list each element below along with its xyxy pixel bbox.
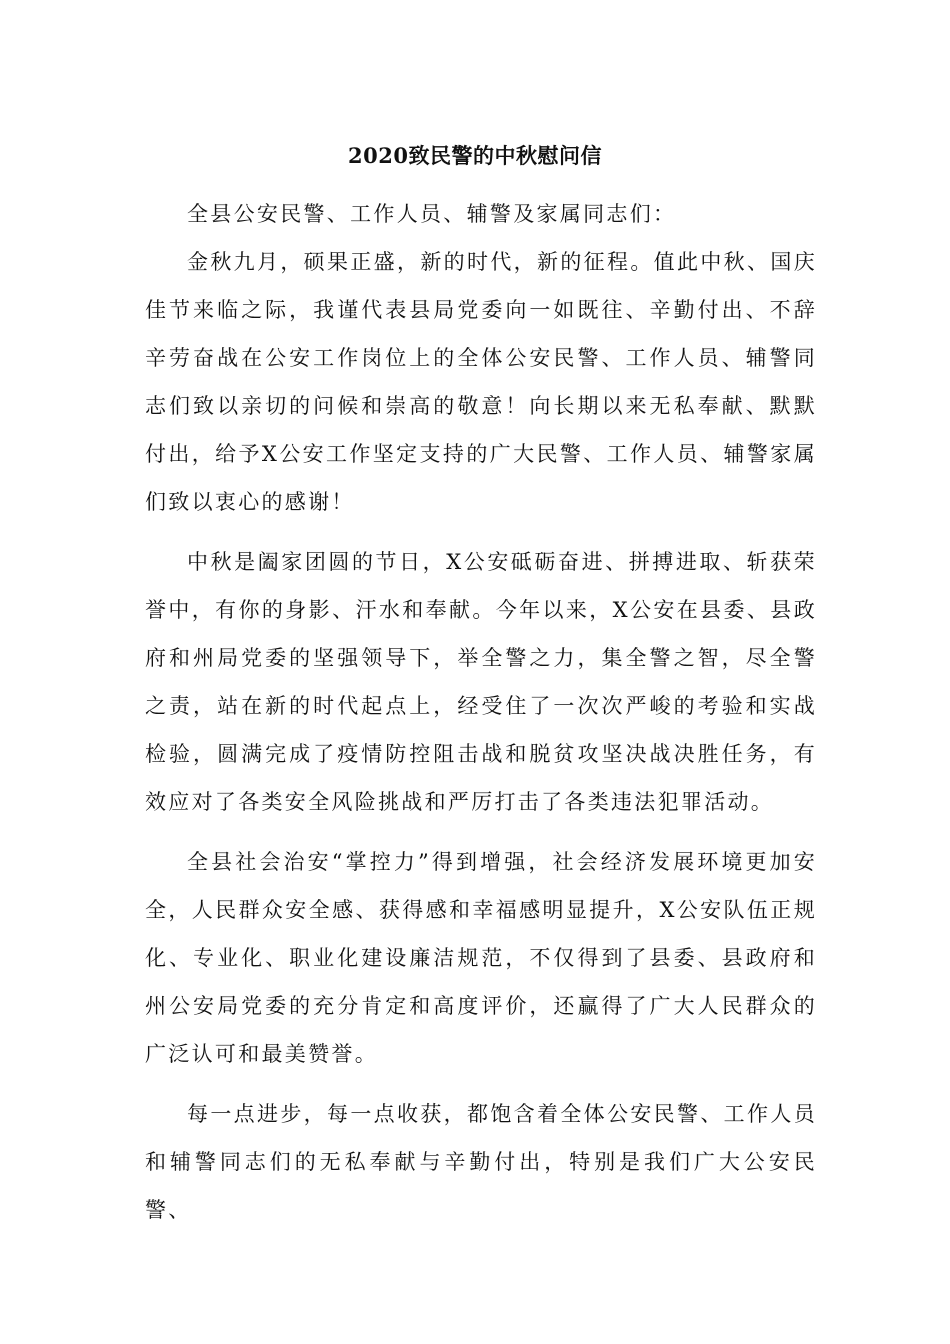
paragraph-4: 每一点进步，每一点收获，都饱含着全体公安民警、工作人员和辅警同志们的无私奉献与辛勤付出，特别是我们广大公安民警、 — [145, 1102, 817, 1222]
greeting-line: 全县公安民警、工作人员、辅警及家属同志们： — [187, 202, 677, 226]
paragraph-3: 全县社会治安“掌控力”得到增强，社会经济发展环境更加安全，人民群众安全感、获得感和幸福感明显提升，X公安队伍正规化、专业化、职业化建设廉洁规范，不仅得到了县委、县政府和州公安局党委的充分肯定和高度评价，还赢得了广大人民群众的广泛认可和最美赞誉。 — [145, 850, 817, 1066]
document-body — [145, 190, 817, 1234]
paragraph-2: 中秋是阖家团圆的节日，X公安砥砺奋进、拼搏进取、斩获荣誉中，有你的身影、汗水和奉献。今年以来，X公安在县委、县政府和州局党委的坚强领导下，举全警之力，集全警之智，尽全警之责，站在新的时代起点上，经受住了一次次严峻的考验和实战检验，圆满完成了疫情防控阻击战和脱贫攻坚决战决胜任务，有效应对了各类安全风险挑战和严厉打击了各类违法犯罪活动。 — [145, 550, 817, 814]
paragraph-1: 金秋九月，硕果正盛，新的时代，新的征程。值此中秋、国庆佳节来临之际，我谨代表县局党委向一如既往、辛勤付出、不辞辛劳奋战在公安工作岗位上的全体公安民警、工作人员、辅警同志们致以亲切的问候和崇高的敬意！向长期以来无私奉献、默默付出，给予X公安工作坚定支持的广大民警、工作人员、辅警家属们致以衷心的感谢！ — [145, 250, 817, 514]
document-title: 2020致民警的中秋慰问信 — [348, 143, 602, 168]
